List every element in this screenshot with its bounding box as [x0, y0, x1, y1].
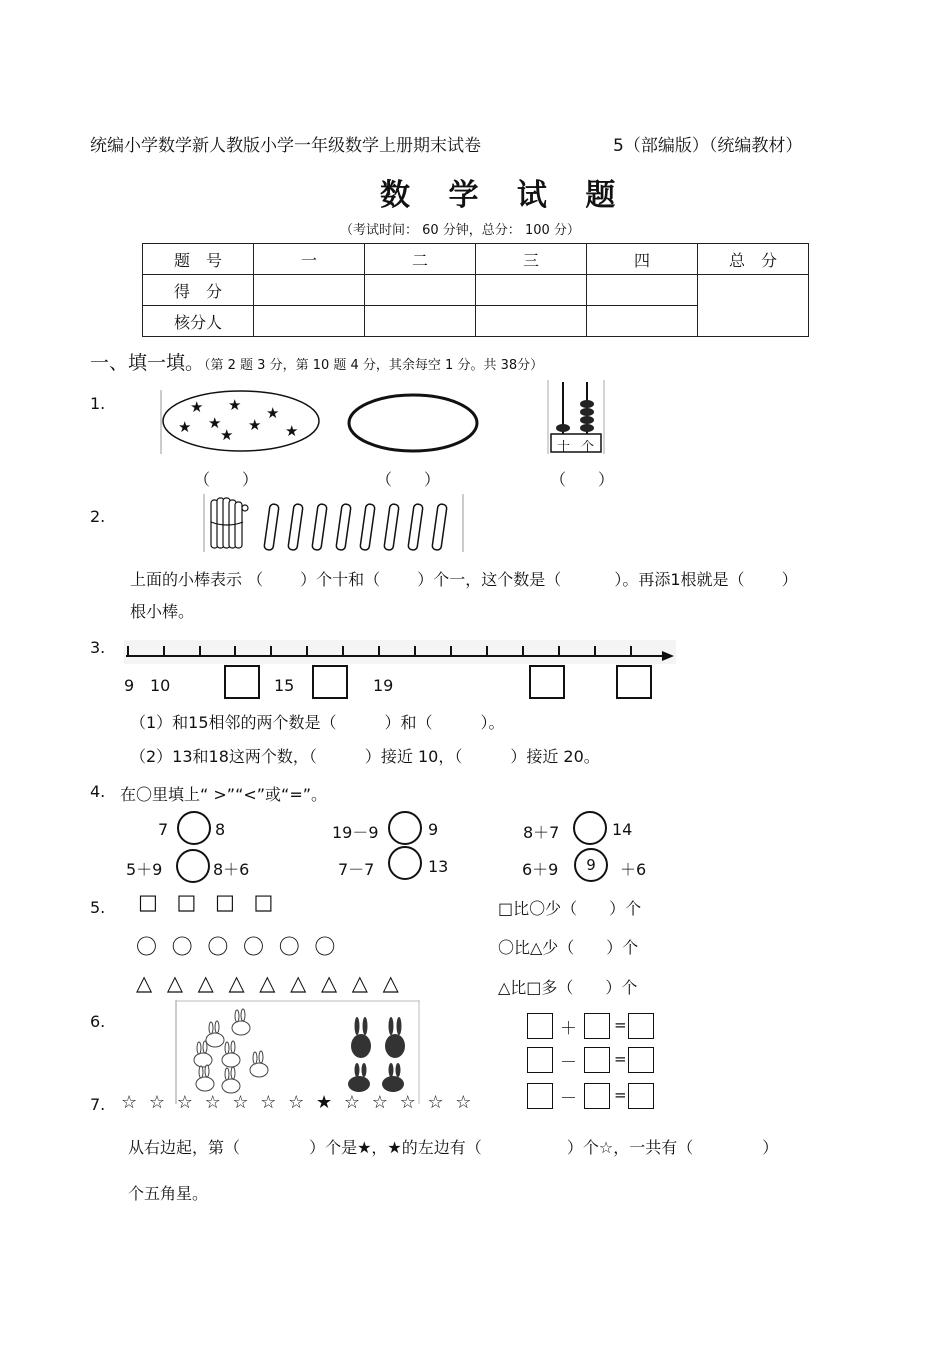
compare-right: 13: [428, 857, 449, 876]
answer-box[interactable]: [529, 665, 565, 699]
compare-right: ＋6: [620, 860, 647, 879]
equals-sign: =: [614, 1016, 627, 1034]
compare-right: 8: [215, 820, 226, 839]
table-header: 一: [254, 244, 365, 275]
table-header: 三: [476, 244, 587, 275]
page-title: 数 学 试 题: [380, 178, 630, 213]
compare-right: 14: [612, 820, 633, 839]
number-label: 19: [373, 676, 394, 695]
number-label: 10: [150, 676, 171, 695]
exam-info: （考试时间： 60 分钟，总分： 100 分）: [340, 223, 580, 238]
compare-right: 9: [428, 820, 439, 839]
score-cell: [254, 275, 365, 306]
answer-box[interactable]: [584, 1047, 610, 1073]
score-cell: [476, 306, 587, 337]
circles-row: 〇 〇 〇 〇 〇 〇: [136, 935, 340, 959]
paper-subtitle: 统编小学数学新人教版小学一年级数学上册期末试卷: [90, 136, 481, 156]
rabbits-image: [175, 1000, 421, 1106]
compare-left: 19－9: [332, 823, 379, 842]
number-line: [124, 640, 676, 664]
question-text: 个五角星。: [128, 1184, 209, 1203]
empty-ellipse-image: [345, 392, 481, 456]
paper-edition: 5（部编版）（统编教材）: [613, 136, 803, 156]
question-text: （2）13和18这两个数，（ ）接近 10，（ ）接近 20。: [130, 747, 600, 766]
row-label: 得 分: [143, 275, 254, 306]
question-number: 5.: [90, 898, 106, 917]
question-instruction: 在〇里填上“ >”“<”或“=”。: [120, 785, 328, 804]
score-cell: [587, 306, 698, 337]
sticks-image: [203, 492, 465, 554]
answer-box[interactable]: [628, 1013, 654, 1039]
svg-text:★: ★: [285, 422, 299, 440]
svg-text:★: ★: [266, 404, 280, 422]
section-heading: [90, 348, 543, 375]
svg-text:★: ★: [208, 414, 222, 432]
score-table: [142, 243, 809, 337]
svg-text:★: ★: [220, 426, 234, 444]
answer-blank: （ ）: [376, 470, 441, 489]
question-number: 7.: [90, 1095, 106, 1114]
answer-box[interactable]: [527, 1083, 553, 1109]
answer-box[interactable]: [224, 665, 260, 699]
compare-circle[interactable]: [573, 811, 607, 845]
question-number: 1.: [90, 394, 106, 413]
operator-minus: －: [560, 1053, 577, 1073]
compare-circle[interactable]: 9: [574, 848, 608, 882]
comparison-question: △比□多（ ）个: [498, 978, 638, 997]
compare-right: 8＋6: [213, 860, 250, 879]
triangles-row: △ △ △ △ △ △ △ △ △: [136, 971, 403, 995]
question-number: 3.: [90, 638, 106, 657]
answer-box[interactable]: [527, 1013, 553, 1039]
score-cell: [365, 306, 476, 337]
answer-blank: （ ）: [550, 470, 615, 489]
svg-text:★: ★: [248, 416, 262, 434]
score-cell: [587, 275, 698, 306]
number-label: 15: [274, 676, 295, 695]
table-header: 题 号: [143, 244, 254, 275]
stars-row: ☆ ☆ ☆ ☆ ☆ ☆ ☆ ★ ☆ ☆ ☆ ☆ ☆: [121, 1092, 475, 1113]
compare-circle[interactable]: [388, 811, 422, 845]
compare-circle[interactable]: [176, 849, 210, 883]
equals-sign: =: [614, 1086, 627, 1104]
score-cell: [476, 275, 587, 306]
compare-circle[interactable]: [177, 811, 211, 845]
answer-blank: （ ）: [194, 470, 259, 489]
score-cell: [254, 306, 365, 337]
comparison-question: □比〇少（ ）个: [498, 899, 642, 918]
svg-text:★: ★: [178, 418, 192, 436]
compare-left: 5＋9: [126, 860, 163, 879]
answer-box[interactable]: [312, 665, 348, 699]
answer-box[interactable]: [628, 1047, 654, 1073]
abacus-label-ones: 个: [581, 440, 595, 455]
stars-ellipse-image: [160, 388, 322, 456]
operator-plus: ＋: [560, 1019, 577, 1039]
score-cell: [365, 275, 476, 306]
answer-box[interactable]: [584, 1013, 610, 1039]
table-header: 二: [365, 244, 476, 275]
answer-box[interactable]: [527, 1047, 553, 1073]
question-number: 2.: [90, 507, 106, 526]
row-label: 核分人: [143, 306, 254, 337]
table-header: 四: [587, 244, 698, 275]
question-number: 6.: [90, 1012, 106, 1031]
abacus-label-tens: 十: [557, 440, 571, 455]
answer-box[interactable]: [628, 1083, 654, 1109]
section-note: （第 2 题 3 分，第 10 题 4 分，其余每空 1 分。共 38分）: [204, 358, 544, 373]
compare-left: 6＋9: [522, 860, 559, 879]
question-number: 4.: [90, 782, 106, 801]
comparison-question: 〇比△少（ ）个: [498, 938, 639, 957]
table-header: 总 分: [698, 244, 809, 275]
question-text: 从右边起，第（ ）个是★，★的左边有（ ）个☆，一共有（ ）: [128, 1138, 779, 1157]
question-text: （1）和15相邻的两个数是（ ）和（ ）。: [130, 713, 505, 732]
number-label: 9: [124, 676, 135, 695]
abacus-image: [545, 378, 607, 456]
equals-sign: =: [614, 1050, 627, 1068]
compare-left: 7: [158, 820, 169, 839]
section-title: 一、填一填。: [90, 352, 205, 374]
compare-left: 8＋7: [523, 823, 560, 842]
question-text: 上面的小棒表示 （ ）个十和（ ）个一，这个数是（ ）。再添1根就是（ ）: [130, 570, 798, 589]
svg-text:★: ★: [228, 396, 242, 414]
compare-left: 7－7: [338, 860, 375, 879]
compare-circle[interactable]: [388, 846, 422, 880]
total-score-cell: [698, 275, 809, 337]
answer-box[interactable]: [584, 1083, 610, 1109]
operator-minus: －: [560, 1089, 577, 1109]
answer-box[interactable]: [616, 665, 652, 699]
question-text: 根小棒。: [130, 602, 195, 621]
squares-row: □ □ □ □: [138, 890, 280, 914]
svg-text:★: ★: [190, 398, 204, 416]
